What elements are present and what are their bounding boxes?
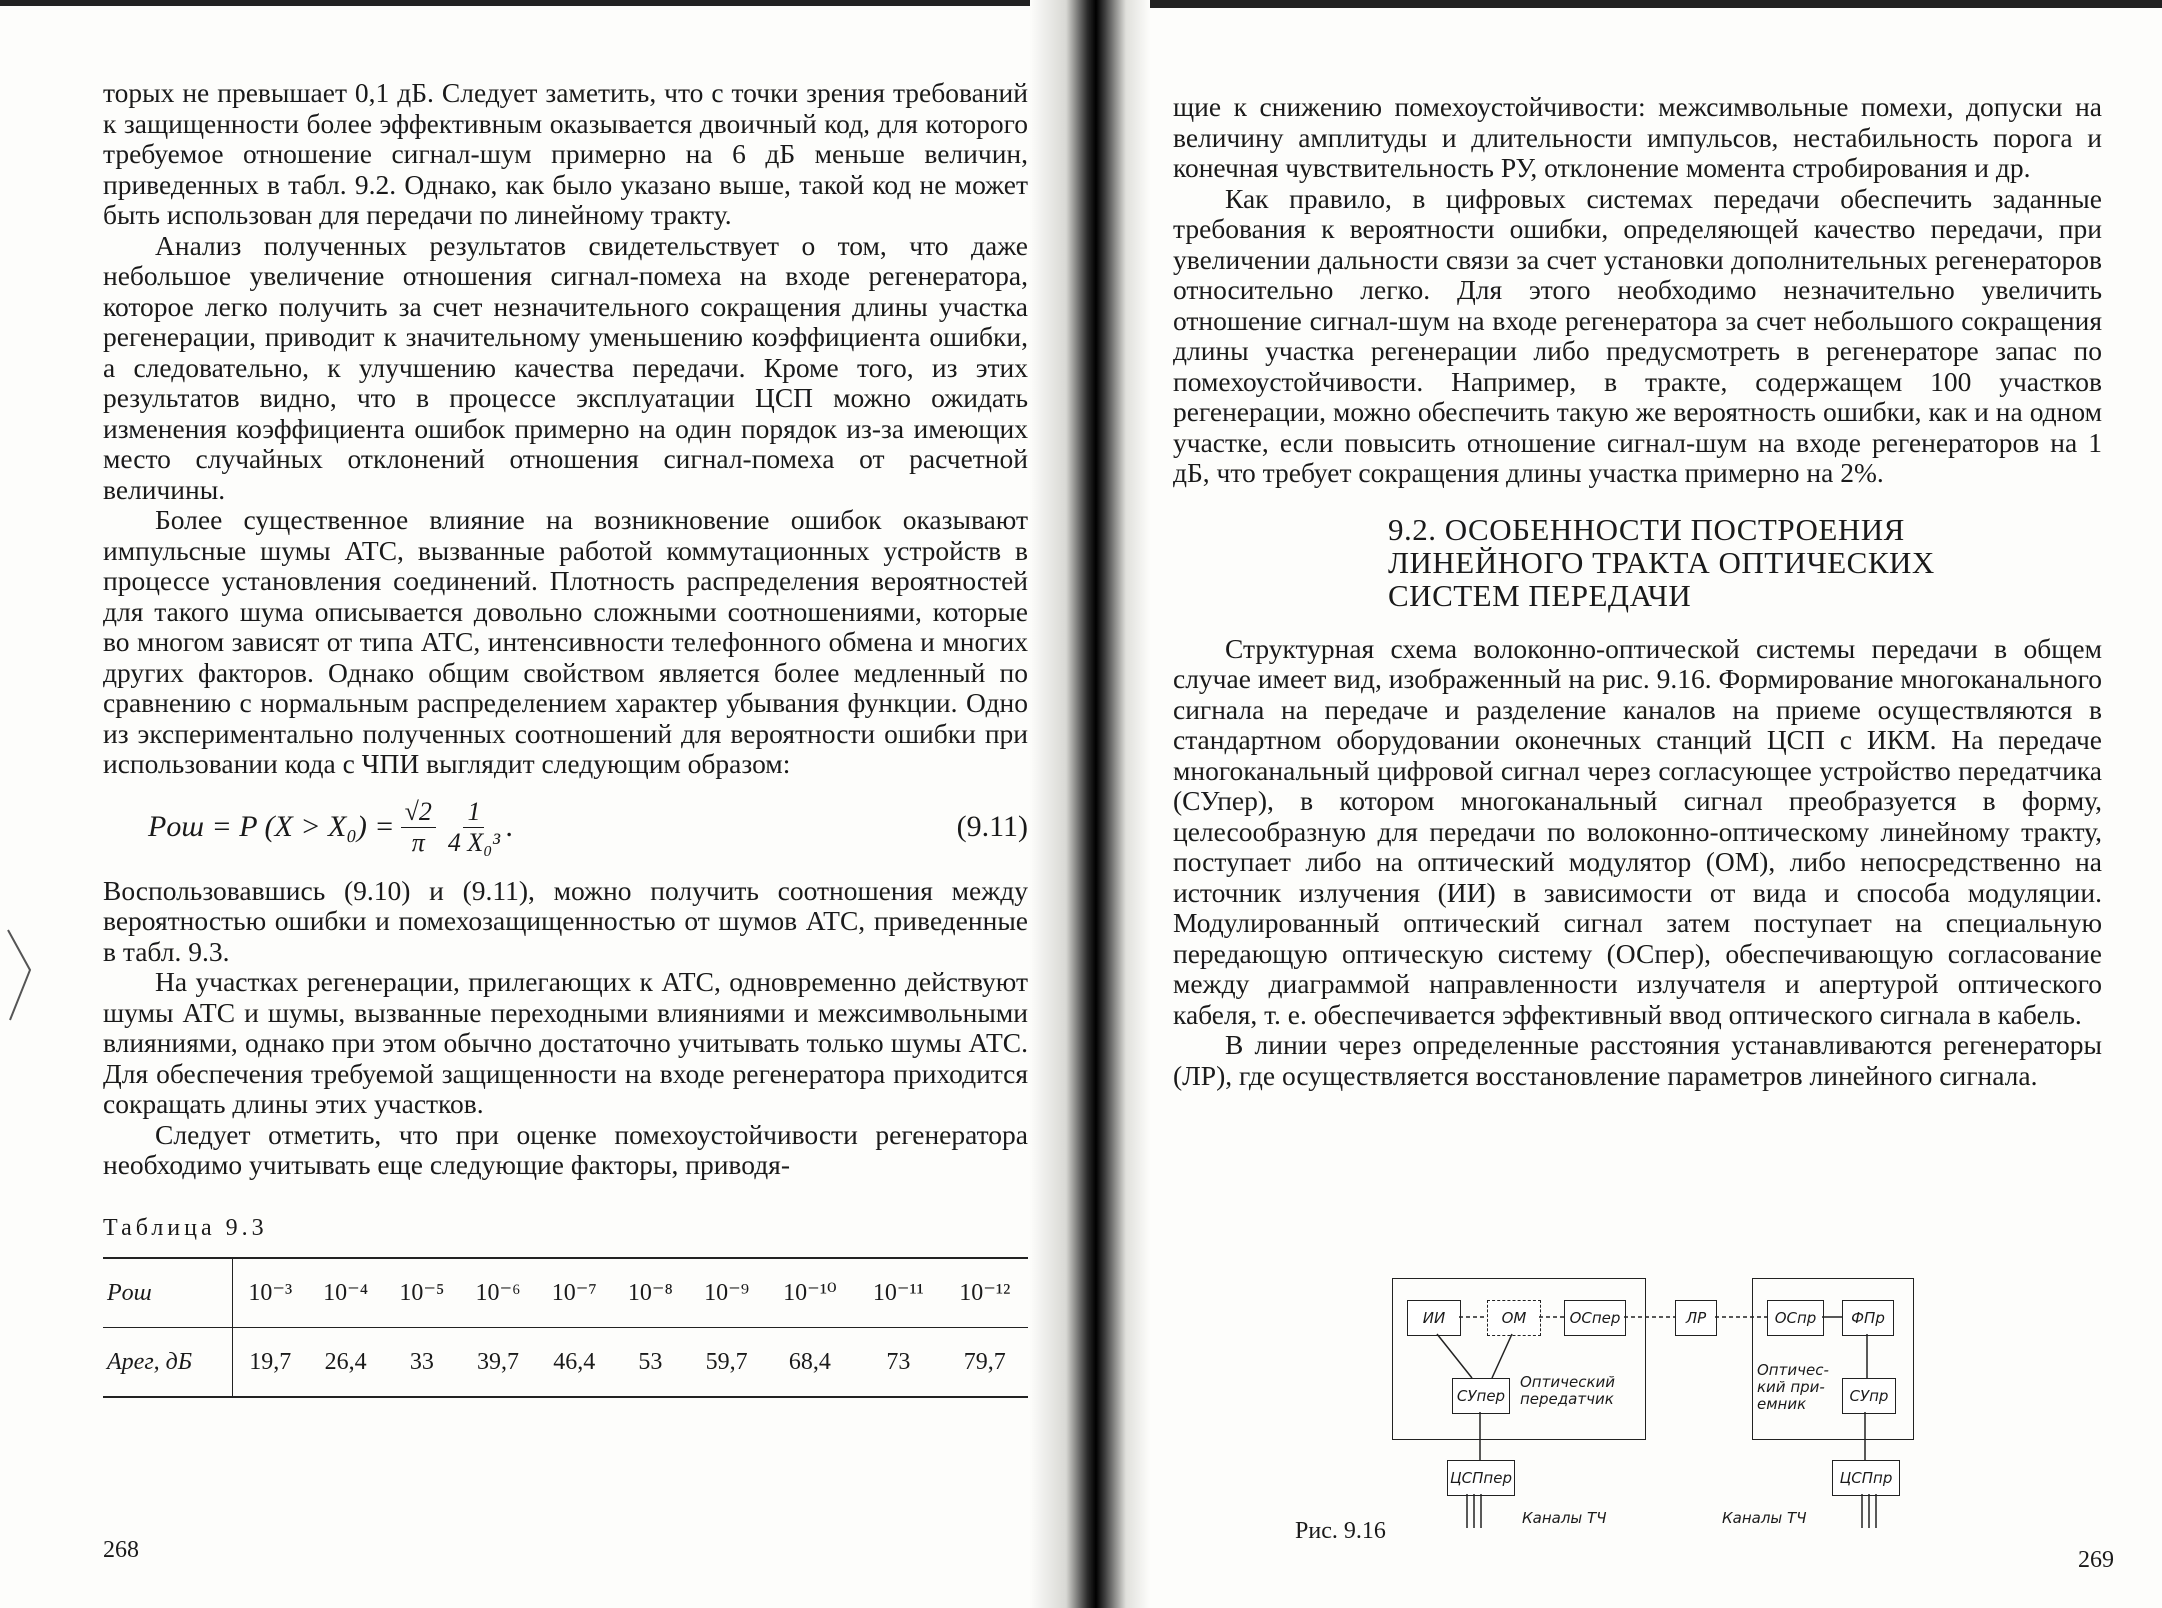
- paragraph: Воспользовавшись (9.10) и (9.11), можно получить соотношения между вероятностью ошибки и помехозащищенностью от шумов АТС, приведенные в табл. 9.3.: [103, 874, 1028, 967]
- table-9-3: [103, 1257, 1028, 1398]
- rx-optics-box: ОСпр: [1767, 1300, 1824, 1336]
- table-cell: 73: [855, 1328, 941, 1398]
- tx-interface-box: СУпер: [1452, 1378, 1510, 1414]
- table-cell: 10⁻¹¹: [855, 1258, 941, 1328]
- photodetector-box: ФПр: [1842, 1300, 1894, 1336]
- receiver-label: Оптичес-кий при-емник: [1757, 1361, 1829, 1413]
- heading-line: ЛИНЕЙНОГО ТРАКТА ОПТИЧЕСКИХ: [1388, 544, 1935, 580]
- right-text-column: [1173, 92, 2102, 1091]
- paragraph: щие к снижению помехоустойчивости: межсимвольные помехи, допуски на величину амплитуды и длительности импульсов, нестабильность порога и конечная чувствительность РУ, отклонение момента стробирования и др.: [1173, 91, 2102, 183]
- formula-lhs: Pош = P (X > X₀) =: [148, 810, 395, 844]
- fraction-numerator: √2: [401, 797, 436, 829]
- table-cell: 10⁻⁴: [308, 1258, 384, 1328]
- table-cell: 10⁻³: [233, 1258, 308, 1328]
- tx-optics-box: ОСпер: [1564, 1300, 1626, 1336]
- page-number: 268: [103, 1537, 139, 1563]
- equation-number: (9.11): [956, 810, 1028, 844]
- page-number: 269: [2078, 1547, 2114, 1573]
- table-cell: 10⁻⁸: [612, 1258, 688, 1328]
- paragraph: Как правило, в цифровых системах передачи обеспечить заданные требования к вероятности ошибки, определяющей качество передачи, при увеличении дальности связи за счет установки дополнительных регенераторов относительно легко. Для этого необходимо незначительно увеличить отношение сигнал-шум на входе регенератора за счет небольшого сокращения длины участка регенерации либо предусмотреть в регенераторе запас по помехоустойчивости. Например, в тракте, содержащем 100 участков регенерации, можно обеспечить такую же вероятность ошибки, как и на одном участке, если повысить отношение сигнал-шум на входе регенераторов на 1 дБ, что требует сокращения длины участка примерно на 2%.: [1173, 182, 2102, 488]
- paragraph: Анализ полученных результатов свидетельствует о том, что даже небольшое увеличение отношения сигнал-помеха на входе регенератора, которое легко получить за счет незначительного сокращения длины участка регенерации, приводит к значительному уменьшению коэффициента ошибки, а следовательно, к улучшению качества передачи. Кроме того, из этих результатов видно, что в процессе эксплуатации ЦСП можно ожидать изменения коэффициента ошибок примерно на один порядок из-за имеющих место случайных отклонений отношения сигнал-помеха от расчетной величины.: [103, 229, 1028, 505]
- table-cell: 10⁻⁵: [384, 1258, 460, 1328]
- table-cell: 26,4: [308, 1328, 384, 1398]
- table-row: [103, 1328, 1028, 1398]
- table-cell: 68,4: [765, 1328, 855, 1398]
- tx-terminal-box: ЦСПпер: [1447, 1460, 1515, 1496]
- table-cell: 39,7: [460, 1328, 536, 1398]
- paragraph: торых не превышает 0,1 дБ. Следует заметить, что с точки зрения требований к защищенности более эффективным оказывается двоичный код, для которого требуемое отношение сигнал-шум примерно на 6 дБ меньше величин, приведенных в табл. 9.2. Однако, как было указано выше, такой код не может быть использован для передачи по линейному тракту.: [103, 77, 1028, 230]
- table-cell: 10⁻¹⁰: [765, 1258, 855, 1328]
- fraction: [401, 797, 436, 859]
- table-row-label: Pош: [103, 1258, 233, 1328]
- transmitter-label: Оптический передатчик: [1520, 1373, 1615, 1408]
- table-cell: 46,4: [536, 1328, 612, 1398]
- fraction-denominator: 4 X₀³: [447, 828, 501, 857]
- table-cell: 10⁻¹²: [942, 1258, 1028, 1328]
- table-row-label: Aрег, дБ: [103, 1328, 233, 1398]
- figure-9-16: [1392, 1278, 1912, 1538]
- table-cell: 53: [612, 1328, 688, 1398]
- fraction-denominator: π: [411, 828, 425, 857]
- figure-connections: [1392, 1278, 1912, 1538]
- formula-9-11: [103, 780, 1028, 876]
- table-cell: 19,7: [233, 1328, 308, 1398]
- channels-left-label: Каналы ТЧ: [1522, 1509, 1607, 1527]
- source-box: ИИ: [1407, 1300, 1461, 1336]
- right-page: [1130, 0, 2162, 1608]
- left-page: [0, 0, 1060, 1608]
- figure-caption: Рис. 9.16: [1295, 1518, 1386, 1544]
- rx-interface-box: СУпр: [1842, 1378, 1896, 1414]
- heading-line: 9.2. ОСОБЕННОСТИ ПОСТРОЕНИЯ: [1388, 511, 1905, 547]
- table-caption: Таблица 9.3: [103, 1214, 268, 1241]
- table-cell: 33: [384, 1328, 460, 1398]
- table-cell: 10⁻⁶: [460, 1258, 536, 1328]
- table-row: [103, 1258, 1028, 1328]
- table-cell: 10⁻⁹: [689, 1258, 765, 1328]
- section-heading: [1388, 513, 2102, 612]
- paragraph: Следует отметить, что при оценке помехоустойчивости регенератора необходимо учитывать еще следующие факторы, приводя-: [103, 1118, 1028, 1180]
- left-text-column: [103, 78, 1028, 1398]
- paragraph: На участках регенерации, прилегающих к АТС, одновременно действуют шумы АТС и шумы, вызванные переходными влияниями и межсимвольными влияниями, однако при этом обычно достаточно учитывать только шумы АТС. Для обеспечения требуемой защищенности на входе регенератора приходится сокращать длины этих участков.: [103, 966, 1028, 1119]
- heading-line: СИСТЕМ ПЕРЕДАЧИ: [1388, 577, 1692, 613]
- fraction: [448, 797, 500, 859]
- margin-pencil-mark: [0, 925, 40, 1025]
- regenerator-box: ЛР: [1675, 1300, 1717, 1336]
- modulator-box: ОМ: [1487, 1300, 1541, 1336]
- channels-right-label: Каналы ТЧ: [1722, 1509, 1807, 1527]
- fraction-numerator: 1: [463, 797, 484, 829]
- formula-tail: .: [506, 810, 514, 844]
- table-cell: 10⁻⁷: [536, 1258, 612, 1328]
- paragraph: Структурная схема волоконно-оптической системы передачи в общем случае имеет вид, изображенный на рис. 9.16. Формирование многоканального сигнала на передаче и разделение каналов на приеме осуществляются в стандартном оборудовании оконечных станций ЦСП с ИКМ. На передаче многоканальный цифровой сигнал через согласующее устройство передатчика (СУпер), в котором многоканальный сигнал преобразуется в форму, целесообразную для передачи по волоконно-оптическому линейному тракту, поступает либо на оптический модулятор (ОМ), либо непосредственно на источник излучения (ИИ) в зависимости от вида и способа модуляции. Модулированный оптический сигнал затем поступает на специальную передающую оптическую систему (ОСпер), обеспечивающую согласование между диаграммой направленности излучателя и апертурой оптического кабеля, т. е. обеспечивается эффективный ввод оптического сигнала в кабель.: [1173, 632, 2102, 1030]
- paragraph: Более существенное влияние на возникновение ошибок оказывают импульсные шумы АТС, вызванные работой коммутационных устройств в процессе установления соединений. Плотность распределения вероятностей для такого шума описывается довольно сложными соотношениями, которые во многом зависят от типа АТС, интенсивности телефонного обмена и многих других факторов. Однако общим свойством является более медленный по сравнению с нормальным распределением характер убывания функции. Одно из экспериментально полученных соотношений для вероятности ошибки при использовании кода с ЧПИ выглядит следующим образом:: [103, 504, 1028, 779]
- table-cell: 79,7: [942, 1328, 1028, 1398]
- table-cell: 59,7: [689, 1328, 765, 1398]
- paragraph: В линии через определенные расстояния устанавливаются регенераторы (ЛР), где осуществляется восстановление параметров линейного сигнала.: [1173, 1029, 2102, 1091]
- rx-terminal-box: ЦСПпр: [1832, 1460, 1900, 1496]
